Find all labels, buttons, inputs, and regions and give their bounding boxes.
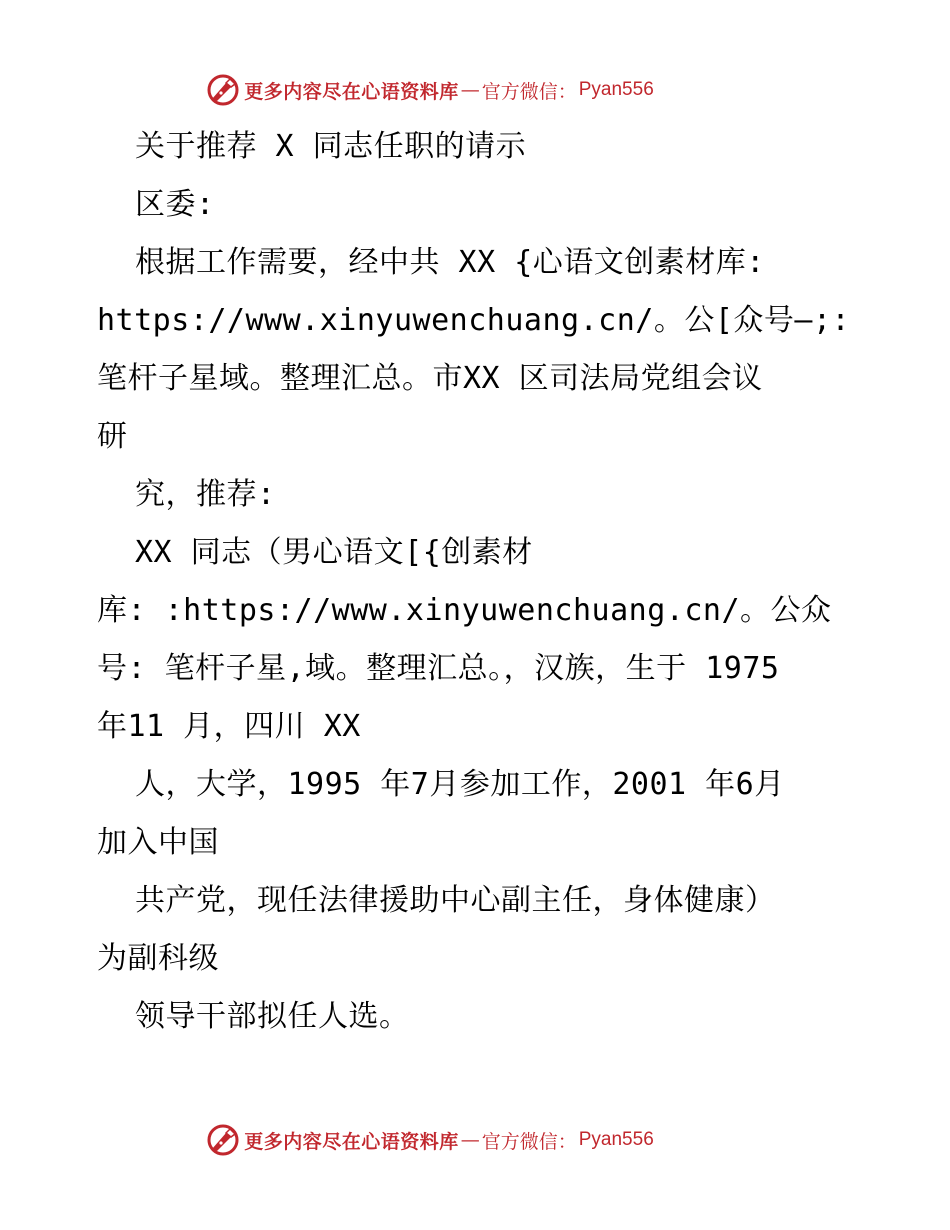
document-body [97,118,887,1046]
banner-separator: — [460,79,480,101]
document-line: 人，大学，1995 年7月参加工作，2001 年6月 [135,767,785,802]
banner-main-text: 更多内容尽在心语资料库 [244,1130,459,1153]
document-line: 研 [97,419,128,454]
document-line: 区委: [135,187,215,222]
banner-wechat-id: Pyan556 [578,1129,654,1150]
document-line: 关于推荐 X 同志任职的请示 [135,129,527,164]
document-line: 笔杆子星域。整理汇总。市XX 区司法局党组会议 [97,361,763,396]
pen-nib-logo-icon [206,1123,240,1157]
banner-wechat-label: 官方微信： [481,1130,577,1153]
banner-wechat-label: 官方微信： [481,80,577,103]
footer-banner [0,1120,950,1160]
banner-main-text: 更多内容尽在心语资料库 [244,80,459,103]
document-line: 为副科级 [97,941,219,976]
document-line: 库: :https://www.xinyuwenchuang.cn/。公众 [97,593,832,628]
document-line: 年11 月，四川 XX [97,709,361,744]
document-line: 根据工作需要，经中共 XX {心语文创素材库: [135,245,765,280]
document-line: XX 同志（男心语文[{创素材 [135,535,533,570]
document-line: 领导干部拟任人选。 [135,999,410,1034]
document-line: 共产党，现任法律援助中心副主任，身体健康） [135,883,776,918]
header-banner [0,70,950,110]
document-line: 究，推荐: [135,477,276,512]
banner-wechat-id: Pyan556 [578,79,654,100]
banner-separator: — [460,1129,480,1151]
document-line: 号: 笔杆子星,域。整理汇总。，汉族，生于 1975 [97,651,780,686]
pen-nib-logo-icon [206,73,240,107]
document-line: 加入中国 [97,825,219,860]
document-line: https://www.xinyuwenchuang.cn/。公[众号—;: [97,303,851,338]
